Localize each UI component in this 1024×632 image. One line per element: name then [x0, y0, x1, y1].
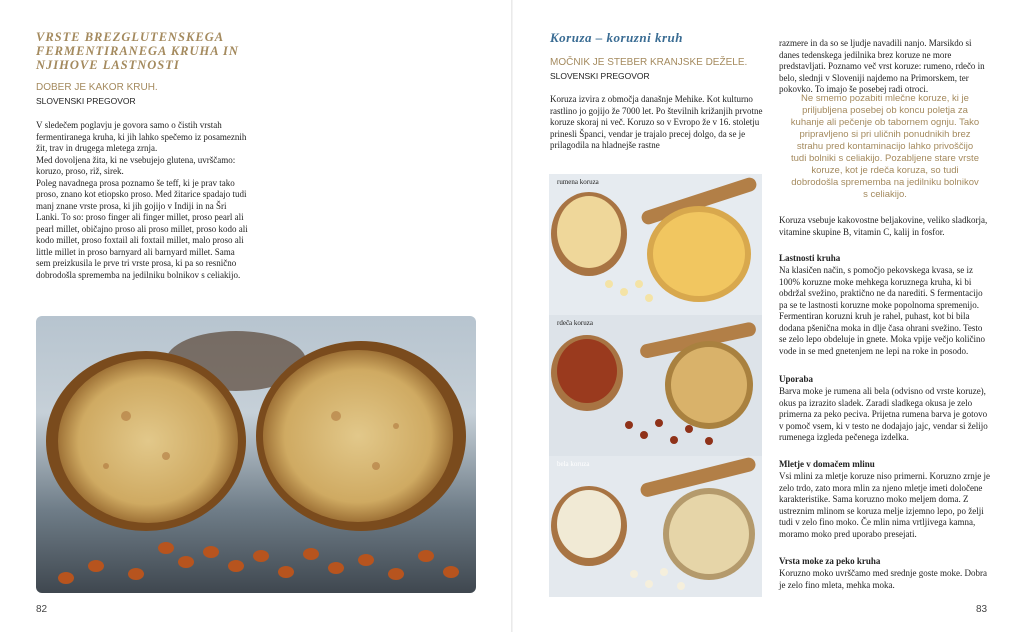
corn-panel-white: [549, 456, 762, 597]
corn-panel-red: [549, 315, 762, 456]
page-number-right: 83: [976, 604, 988, 615]
corn-panel-yellow: [549, 174, 762, 315]
book-spine: [511, 0, 513, 632]
bread-photo: [36, 316, 476, 593]
heading-lastnosti: Lastnosti kruha: [779, 253, 841, 263]
text-lastnosti: Na klasičen način, s pomočjo pekovskega kvasa, se iz 100% koruzne moke mehkega koruznega kruha, ki bi obdržal svežino, praktično ne da narediti. S fermentacijo pa se te lastnosti koruzne moke popolnoma spremenijo. Fermentiran koruzni kruh je rahel, puhast, kot bi bila dodana pšenična moka in dlje časa ohrani svežino. Testo se zelo lepo obdeluje in gnete. Moka vpije večjo količino vode in se med gnetenjem ne lepi na roke in posodo.: [779, 265, 985, 356]
proverb: DOBER JE KAKOR KRUH.: [36, 82, 158, 93]
right-proverb-source: SLOVENSKI PREGOVOR: [550, 71, 650, 81]
chapter-title: VRSTE BREZGLUTENSKEGA FERMENTIRANEGA KRUHA IN NJIHOVE LASTNOSTI: [36, 30, 239, 72]
section-title: Koruza – koruzni kruh: [550, 30, 683, 45]
red-corn-image: [549, 315, 762, 456]
corn-label-red: rdeča koruza: [557, 319, 593, 327]
nutrition-text: Koruza vsebuje kakovostne beljakovine, veliko sladkorja, vitamine skupine B, vitamin C, kalij in fosfor.: [779, 215, 988, 237]
text-uporaba: Barva moke je rumena ali bela (odvisno od vrste koruze), okus pa izrazito sladek. Zaradi sladkega okusa je zelo primerna za peko peciva. Prijetna rumena barva je gotovo v pomoč vsem, ki v testo ne dodajajo jajc, vendar si želijo rumenega izgleda pečenega izdelka.: [779, 386, 988, 442]
heading-vrsta-moke: Vrsta moke za peko kruha: [779, 556, 881, 566]
right-proverb: MOČNIK JE STEBER KRANJSKE DEŽELE.: [550, 57, 748, 68]
right-col2-intro: razmere in da so se ljudje navadili nanjo. Marsikdo si danes tedenskega jedilnika brez koruze ne more predstavljati. Poznamo več vrst koruze: rumeno, rdečo in belo, slednji v Sloveniji najdemo na Primorskem, ter pokovko. To imajo še posebej radi otroci.: [779, 38, 985, 94]
left-body-text: V sledečem poglavju je govora samo o čistih vrstah fermentiranega kruha, ki jih lahko spečemo iz posameznih žit, trav in drugega mletega zrnja. Med dovoljena žita, ki ne vsebujejo glutena, uvrščamo: koruzo, proso, riž, sirek. Poleg navadnega prosa poznamo še teff, ki je prav tako proso, znano kot etiopsko proso. Med žitarice spadajo tudi manj znane vrste prosa, ki jih gojijo v Indiji in na Šri Lanki. To so: proso finger ali finger millet, proso pearl ali pearl millet, običajno proso ali proso millet, proso kodo ali kodo millet, proso foxtail ali foxtail millet, malo proso ali little millet in proso barnyard ali barnyard millet. Sama sem preizkusila le prve tri vrste prosa, ki pa so resnično dobrodošla sprememba na jedilniku bolnikov s celiakijo.: [36, 120, 248, 280]
heading-uporaba: Uporaba: [779, 374, 814, 384]
corn-label-yellow: rumena koruza: [557, 178, 599, 186]
heading-mletje: Mletje v domačem mlinu: [779, 459, 875, 469]
text-vrsta-moke: Koruzno moko uvrščamo med srednje goste moke. Dobra je zelo fino mleta, mehka moka.: [779, 568, 987, 590]
proverb-source: SLOVENSKI PREGOVOR: [36, 96, 136, 106]
page-number-left: 82: [36, 604, 48, 615]
text-mletje: Vsi mlini za mletje koruze niso primerni. Koruzno zrnje je zelo trdo, zato mora mlin za njeno mletje imeti določene karakteristike. Sama koruzno moko meljem doma. Z ustreznim mlinom se koruza melje izjemno lepo, po želji tudi v zelo fino moko. Če mlin nima vrtljivega kamna, moramo moko pred uporabo presejati.: [779, 471, 990, 539]
right-intro-text: Koruza izvira z območja današnje Mehike. Kot kulturno rastlino jo gojijo že 7000 let. Po številnih križanjih prvotne koruze skoraj ni več. Koruzo so v Evropo že v 16. stoletju prinesli Španci, vendar je trajalo precej dolgo, da se je prilagodila na hladnejše rastne: [550, 94, 763, 150]
white-corn-image: [549, 456, 762, 597]
corn-label-white: bela koruza: [557, 460, 590, 468]
pull-quote: Ne smemo pozabiti mlečne koruze, ki je priljubljena posebej ob koncu poletja za kuhanje ali pečenje ob tabornem ognju. Tako pripravljeno si pri uličnih ponudnikih brez strahu pred kontaminacijo lahko privoščijo tudi bolniki s celiakijo. Pozabljene stare vrste koruze, kot je rdeča koruza, so tudi dobrodošla sprememba na jedilniku bolnikov s celiakijo.: [790, 93, 980, 200]
yellow-corn-image: [549, 174, 762, 315]
bread-image: [36, 316, 476, 593]
